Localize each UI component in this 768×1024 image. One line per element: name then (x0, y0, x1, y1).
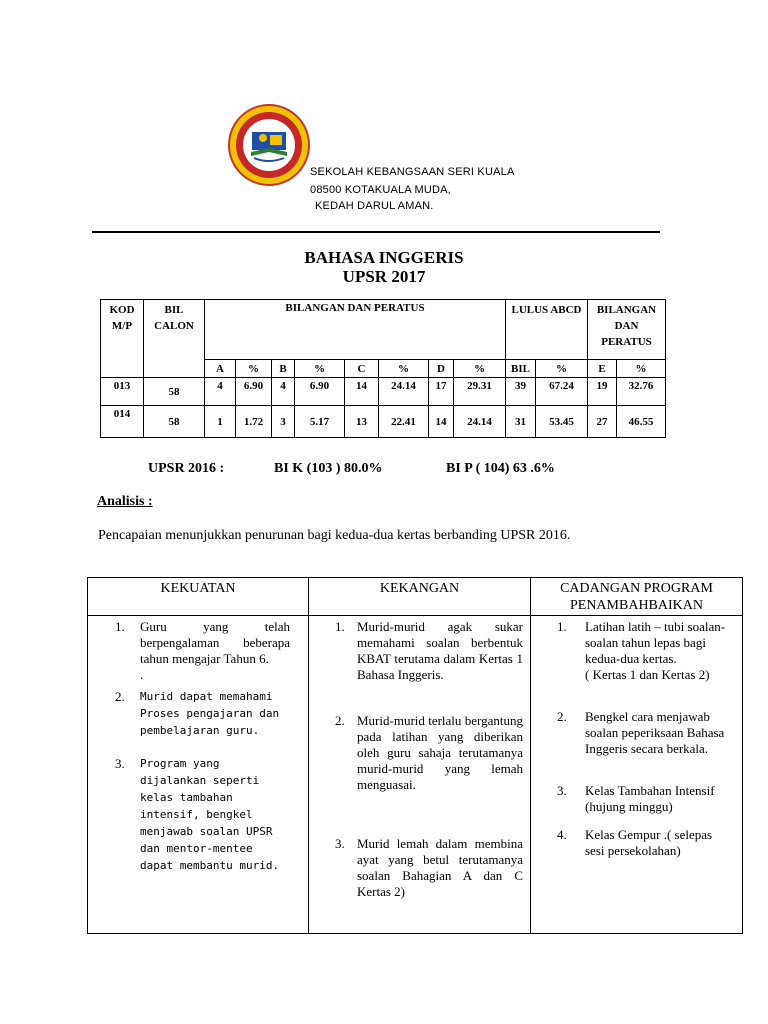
item-number: 4. (557, 827, 567, 842)
cell: 67.24 (536, 378, 588, 406)
cell: 1.72 (236, 406, 272, 438)
item-extra: ( Kertas 1 dan Kertas 2) (585, 667, 710, 682)
header-divider (92, 231, 660, 233)
subheader-cell: % (295, 360, 345, 378)
item-number: 1. (115, 619, 125, 634)
subheader-cell: BIL (506, 360, 536, 378)
item-text: Murid dapat memahami Proses pengajaran dan pembelajaran guru. (140, 690, 280, 737)
header-bil-calon: BIL CALON (144, 300, 205, 378)
subheader-cell: % (454, 360, 506, 378)
document-subtitle: UPSR 2017 (342, 267, 426, 286)
cadangan-list (531, 619, 742, 859)
header-bilangan-peratus: BILANGAN DAN PERATUS (205, 300, 506, 360)
cell: 32.76 (617, 378, 666, 406)
subheader-cell: A (205, 360, 236, 378)
cell: 24.14 (454, 406, 506, 438)
item-text: Murid-murid terlalu bergantung pada latihan yang diberikan oleh guru sahaja terutamanya murid-murid yang lemah menguasai. (357, 713, 523, 792)
cell: 013 (101, 378, 144, 406)
upsr2016-bik: BI K (103 ) 80.0% (274, 461, 383, 476)
item-number: 3. (115, 756, 125, 771)
item-text: Latihan latih – tubi soalan-soalan tahun lepas bagi kedua-dua kertas. (585, 619, 726, 666)
cell: 24.14 (379, 378, 429, 406)
list-item (335, 713, 523, 793)
item-text: Kelas Gempur .( selepas sesi persekolahan) (585, 827, 713, 858)
item-text: Murid lemah dalam membina ayat yang betul terutamanya soalan Bahagian A dan C Kertas 2) (357, 836, 523, 899)
school-address-line2: KEDAH DARUL AMAN. (315, 200, 434, 212)
table-row (101, 378, 666, 406)
upsr2016-bip: BI P ( 104) 63 .6% (446, 461, 555, 476)
cell: 5.17 (295, 406, 345, 438)
upsr2016-label: UPSR 2016 : (148, 461, 225, 476)
list-item (115, 688, 290, 739)
cell: 46.55 (617, 406, 666, 438)
item-number: 2. (557, 709, 567, 724)
cell: 014 (101, 406, 144, 438)
subheader-cell: % (536, 360, 588, 378)
cell: 6.90 (236, 378, 272, 406)
list-item (557, 827, 731, 859)
list-item (557, 709, 731, 757)
document-title: BAHASA INGGERIS (304, 248, 464, 267)
list-item (557, 783, 731, 815)
header-kekangan: KEKANGAN (309, 578, 531, 616)
school-logo (228, 104, 310, 186)
cell: 17 (429, 378, 454, 406)
list-item (335, 619, 523, 683)
kekangan-list (309, 619, 530, 900)
header-kekuatan: KEKUATAN (88, 578, 309, 616)
analisis-heading: Analisis : (97, 494, 153, 509)
list-item (115, 619, 290, 683)
item-number: 3. (557, 783, 567, 798)
subheader-cell: % (617, 360, 666, 378)
school-address-line1: 08500 KOTAKUALA MUDA, (310, 184, 451, 196)
cell: 14 (345, 378, 379, 406)
table-row (101, 406, 666, 438)
item-number: 1. (335, 619, 345, 634)
subheader-cell: E (588, 360, 617, 378)
cell: 3 (272, 406, 295, 438)
cell: 39 (506, 378, 536, 406)
subheader-cell: % (379, 360, 429, 378)
item-text: Bengkel cara menjawab soalan peperiksaan Bahasa Inggeris secara berkala. (585, 709, 725, 756)
cell: 27 (588, 406, 617, 438)
list-item (557, 619, 731, 683)
subheader-cell: C (345, 360, 379, 378)
item-extra: . (140, 667, 144, 682)
cell: 6.90 (295, 378, 345, 406)
cell: 13 (345, 406, 379, 438)
cell: 19 (588, 378, 617, 406)
subheader-cell: D (429, 360, 454, 378)
item-text: Murid-murid agak sukar memahami soalan berbentuk KBAT terutama dalam Kertas 1 Bahasa Inggeris. (357, 619, 523, 682)
cell: 53.45 (536, 406, 588, 438)
cell: 22.41 (379, 406, 429, 438)
item-number: 3. (335, 836, 345, 851)
header-cadangan: CADANGAN PROGRAM PENAMBAHBAIKAN (531, 578, 743, 616)
item-text: Program yang dijalankan seperti kelas tambahan intensif, bengkel menjawab soalan UPSR dan mentor-mentee dapat membantu murid. (140, 757, 280, 872)
cell: 58 (144, 378, 205, 406)
subheader-cell: B (272, 360, 295, 378)
analysis-table (87, 577, 743, 934)
item-text: Guru yang telah berpengalaman beberapa tahun mengajar Tahun 6. (140, 619, 290, 666)
item-text: Kelas Tambahan Intensif (hujung minggu) (585, 783, 715, 814)
cell: 29.31 (454, 378, 506, 406)
header-kod: KOD M/P (101, 300, 144, 378)
item-number: 2. (335, 713, 345, 728)
cell: 1 (205, 406, 236, 438)
kekangan-cell (309, 616, 531, 934)
list-item (335, 836, 523, 900)
header-bilangan-dan-peratus: BILANGAN DAN PERATUS (588, 300, 666, 360)
kekuatan-cell (88, 616, 309, 934)
cell: 4 (205, 378, 236, 406)
subheader-cell: % (236, 360, 272, 378)
cell: 58 (144, 406, 205, 438)
item-number: 1. (557, 619, 567, 634)
item-number: 2. (115, 689, 125, 704)
list-item (115, 755, 290, 874)
cell: 31 (506, 406, 536, 438)
results-table (100, 299, 666, 438)
cell: 4 (272, 378, 295, 406)
header-lulus: LULUS ABCD (506, 300, 588, 360)
cell: 14 (429, 406, 454, 438)
kekuatan-list (88, 619, 308, 874)
cadangan-cell (531, 616, 743, 934)
school-name: SEKOLAH KEBANGSAAN SERI KUALA (310, 166, 515, 178)
analisis-text: Pencapaian menunjukkan penurunan bagi kedua-dua kertas berbanding UPSR 2016. (98, 528, 571, 543)
